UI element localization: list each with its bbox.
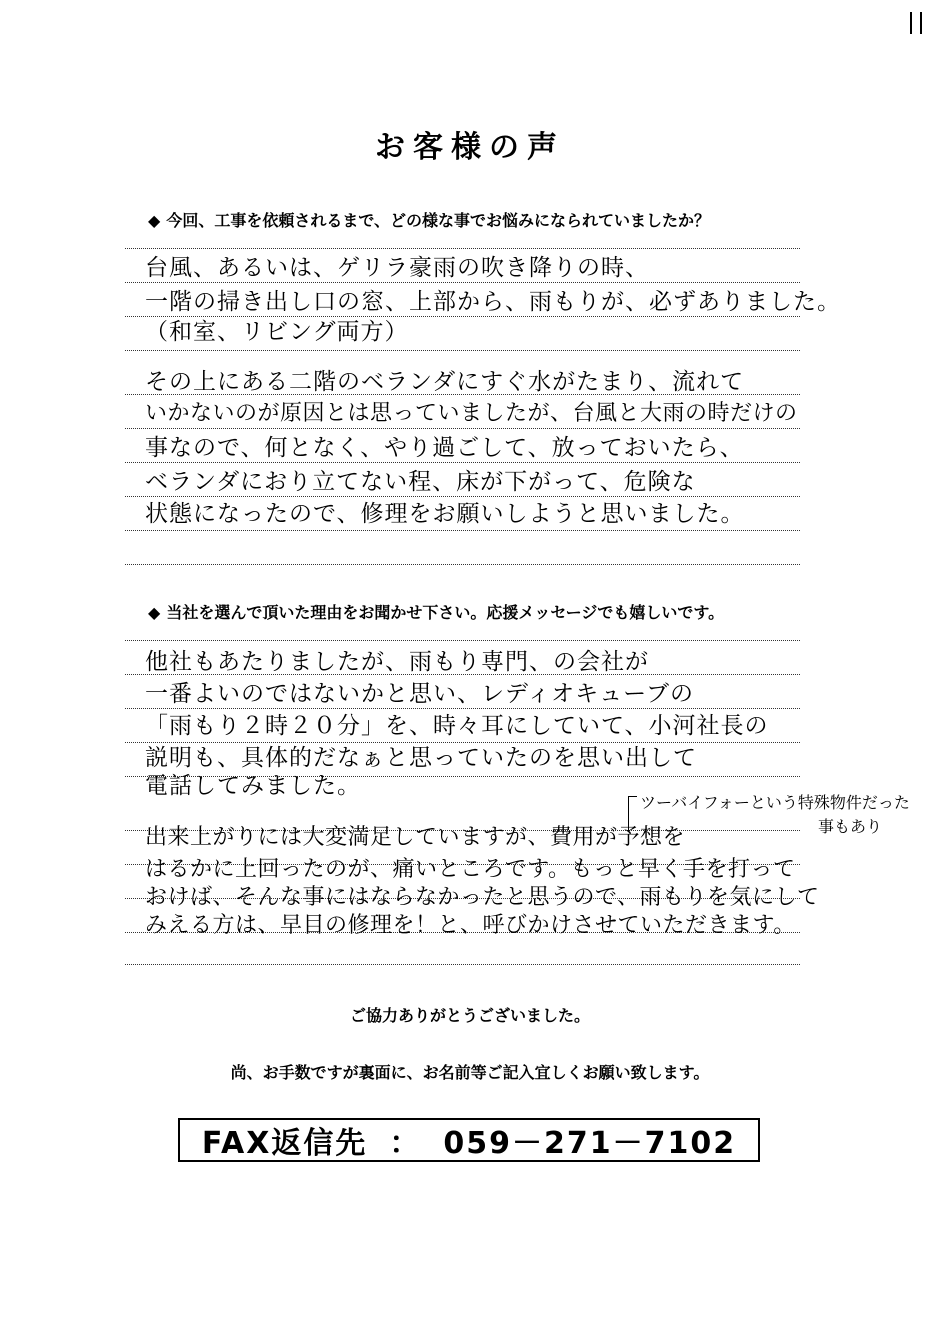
question-1 (148, 208, 710, 231)
page-title: お客様の声 (375, 130, 565, 165)
diamond-bullet-icon: ◆ (148, 211, 161, 230)
answer-2-line: 説明も、具体的だなぁと思っていたのを思い出して (145, 745, 697, 771)
thanks-message: ご協力ありがとうございました。 (349, 1006, 590, 1025)
dotted-rule (125, 496, 800, 497)
answer-1-line: 事なので、何となく、やり過ごして、放っておいたら、 (145, 435, 744, 461)
request-message: 尚、お手数ですが裏面に、お名前等ご記入宜しくお願い致します。 (230, 1063, 710, 1082)
question-2 (148, 600, 724, 623)
answer-2-line: 「雨もり２時２０分」を、時々耳にしていて、小河社長の (145, 713, 769, 739)
answer-2-line: みえる方は、早目の修理を！と、呼びかけさせていただきます。 (145, 913, 796, 938)
dotted-rule (125, 964, 800, 965)
dotted-rule (125, 742, 800, 743)
dotted-rule (125, 248, 800, 249)
answer-1-line: いかないのが原因とは思っていましたが、台風と大雨の時だけの (145, 401, 798, 426)
dotted-rule (125, 350, 800, 351)
answer-1-line: （和室、リビング両方） (145, 319, 409, 345)
dotted-rule (125, 428, 800, 429)
answer-2-line: はるかに上回ったのが、痛いところです。もっと早く手を打って (145, 857, 796, 882)
dotted-rule (125, 530, 800, 531)
answer-1-line: 台風、あるいは、ゲリラ豪雨の吹き降りの時、 (145, 255, 649, 281)
dotted-rule (125, 462, 800, 463)
fax-return-box (178, 1118, 760, 1162)
diamond-bullet-icon: ◆ (148, 603, 161, 622)
answer-2-line: 他社もあたりましたが、雨もり専門、の会社が (145, 649, 649, 675)
answer-1-line: その上にある二階のベランダにすぐ水がたまり、流れて (145, 369, 745, 395)
dotted-rule (125, 564, 800, 565)
dotted-rule (125, 316, 800, 317)
fax-separator: ： (389, 1126, 422, 1161)
answer-2-line: 電話してみました。 (145, 773, 361, 799)
question-1-text: 今回、工事を依頼されるまで、どの様な事でお悩みになられていましたか？ (166, 211, 710, 230)
question-2-text: 当社を選んで頂いた理由をお聞かせ下さい。応援メッセージでも嬉しいです。 (166, 603, 725, 622)
dotted-rule (125, 640, 800, 641)
side-note-line-1: ツーバイフォーという特殊物件だった (640, 793, 910, 812)
answer-2-line: おけば、そんな事にはならなかったと思うので、雨もりを気にして (145, 885, 820, 910)
dotted-rule (125, 282, 800, 283)
fax-number: 059－271－7102 (443, 1126, 737, 1161)
side-note-line-2: 事もあり (818, 817, 883, 836)
fax-label: FAX返信先 (201, 1126, 368, 1161)
side-note (628, 790, 918, 836)
corner-registration-mark (910, 12, 922, 34)
dotted-rule (125, 708, 800, 709)
answer-1-line: 一階の掃き出し口の窓、上部から、雨もりが、必ずありました。 (145, 289, 841, 315)
answer-1-line: 状態になったので、修理をお願いしようと思いました。 (145, 501, 745, 527)
note-bracket (628, 796, 637, 831)
answer-2-line: 出来上がりには大変満足していますが、費用が予想を (145, 825, 686, 850)
answer-2-line: 一番よいのではないかと思い、レディオキューブの (145, 681, 695, 707)
answer-1-line: ベランダにおり立てない程、床が下がって、危険な (145, 469, 696, 495)
